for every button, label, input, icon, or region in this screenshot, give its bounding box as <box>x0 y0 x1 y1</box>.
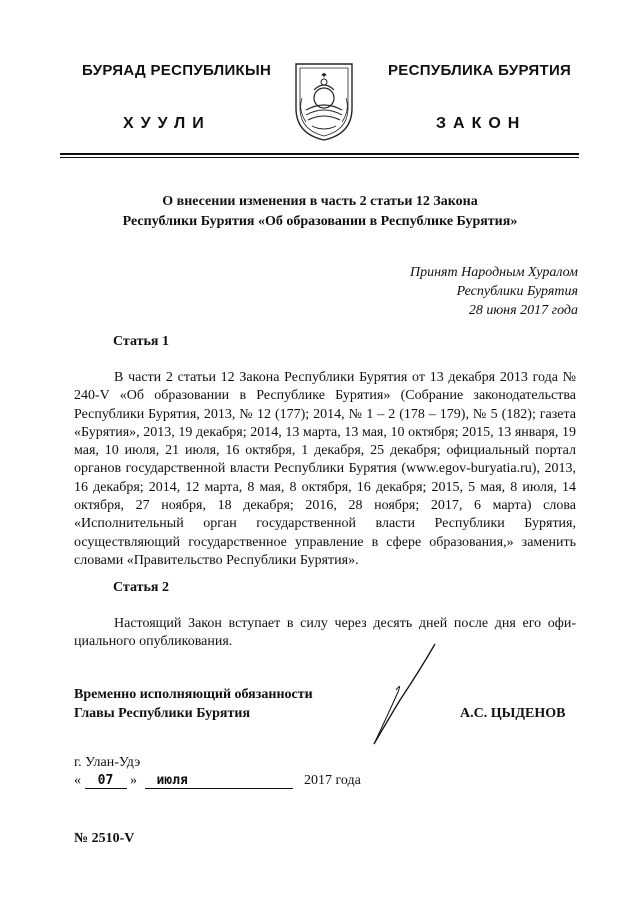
signatory-name: А.С. ЦЫДЕНОВ <box>460 706 566 721</box>
header-left-line1: БУРЯАД РЕСПУБЛИКЫН <box>82 62 272 79</box>
date-day: 07 <box>85 773 127 789</box>
law-title-line2: Республики Бурятия «Об образовании в Республике Бурятия» <box>122 214 518 229</box>
adoption-note <box>410 263 578 320</box>
header-rule-thin <box>60 157 579 158</box>
adoption-line3: 28 июня 2017 года <box>468 303 578 318</box>
signatory-position-line2: Главы Республики Бурятия <box>74 706 251 721</box>
article2-text: Настоящий Закон вступает в силу через десять дней после дня его официального опубликования. <box>74 616 576 650</box>
date-open-quote: « <box>74 773 81 788</box>
signatory-position-line1: Временно исполняющий обязанности <box>74 687 313 702</box>
law-title <box>0 192 640 232</box>
buryatia-coat-of-arms-icon <box>292 60 356 142</box>
signatory-position <box>74 685 313 723</box>
article1-text: В части 2 статьи 12 Закона Республики Бурятия от 13 декабря 2013 года № 240-V «Об образовании в Республике Бурятия» (Собрание законодательства Республики Бурятия, 2013, № 12 (177); 2014, № 1 – 2 (178 – 179), № 5 (182); газета «Бурятия», 2013, 19 декабря; 2014, 13 марта, 13 мая, 10 октября; 2015, 13 января, 19 мая, 10 июля, 21 июля, 16 октября, 1 декабря, 25 декабря; официальный портал органов государственной власти Республики Бурятия (www.egov-buryatia.ru), 2013, 16 декабря; 2014, 12 марта, 8 мая, 8 октября, 16 декабря; 2015, 5 мая, 8 июля, 14 октября, 27 ноября, 18 декабря; 2016, 28 ноября; 2017, 6 марта) слова «Исполнительный орган государственной власти Республики Бурятия, осуществляющий государственное управление в сфере образования,» заменить словами «Правительство Республики Бурятия». <box>74 370 576 568</box>
header-rule-thick <box>60 153 579 155</box>
handwritten-signature-icon <box>360 640 450 750</box>
adoption-line2: Республики Бурятия <box>456 284 578 299</box>
header-right-line2: ЗАКОН <box>436 115 527 132</box>
signing-date <box>74 773 361 789</box>
adoption-line1: Принят Народным Хуралом <box>409 265 578 280</box>
header-right-line1: РЕСПУБЛИКА БУРЯТИЯ <box>388 62 572 79</box>
article2-heading: Статья 2 <box>113 580 169 595</box>
date-month: июля <box>145 773 293 789</box>
date-year: 2017 года <box>304 773 361 788</box>
article1-heading: Статья 1 <box>113 334 169 349</box>
city: г. Улан-Удэ <box>74 755 141 770</box>
law-number: № 2510-V <box>74 831 135 846</box>
header-left-line2: ХУУЛИ <box>123 115 211 132</box>
law-title-line1: О внесении изменения в часть 2 статьи 12 Закона <box>162 194 478 209</box>
date-close-quote: » <box>130 773 137 788</box>
